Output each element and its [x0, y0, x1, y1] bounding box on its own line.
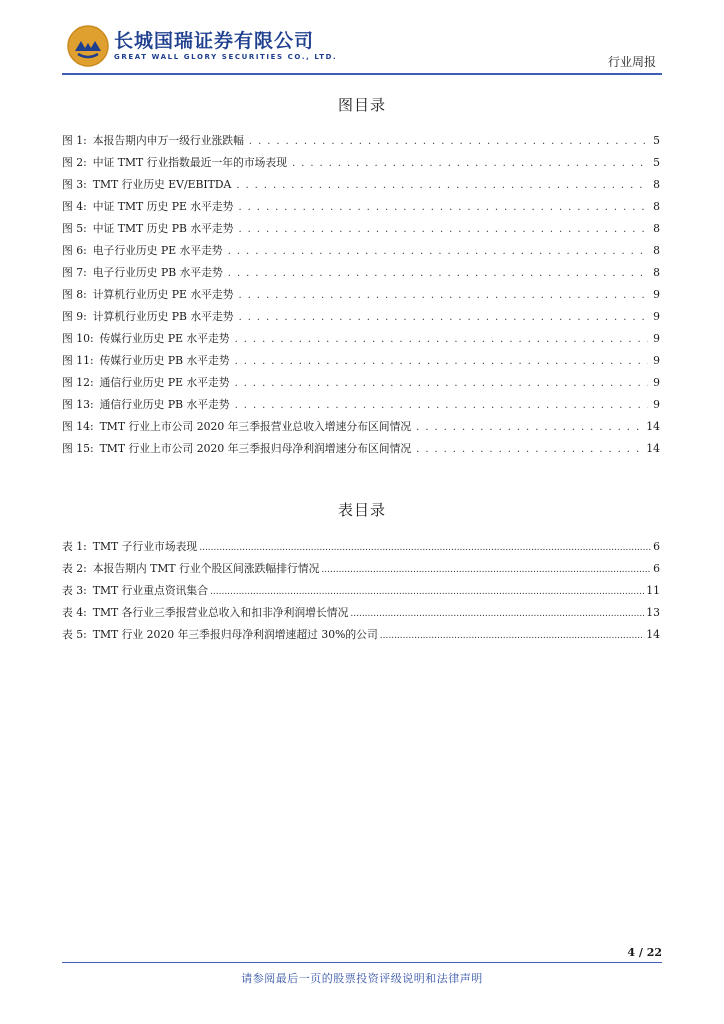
entry-label: 图 4: — [62, 200, 87, 213]
company-name-en: GREAT WALL GLORY SECURITIES CO., LTD. — [114, 53, 338, 61]
dot-leader — [238, 202, 648, 213]
entry-page-number: 11 — [646, 584, 660, 597]
entry-page-number: 13 — [646, 606, 660, 619]
entry-label: 图 2: — [62, 156, 87, 169]
entry-title: TMT 行业重点资讯集合 — [92, 584, 209, 597]
entry-title: 本报告期内申万一级行业涨跌幅 — [92, 134, 244, 147]
entry-title: 中证 TMT 行业指数最近一年的市场表现 — [92, 156, 288, 169]
toc-entry[interactable] — [62, 177, 662, 199]
entry-page-number: 9 — [653, 376, 660, 389]
toc-entry[interactable] — [62, 419, 662, 441]
entry-title: 电子行业历史 PE 水平走势 — [92, 244, 223, 257]
dot-leader — [235, 356, 648, 367]
entry-title: 本报告期内 TMT 行业个股区间涨跌幅排行情况 — [92, 562, 320, 575]
entry-label: 表 3: — [62, 584, 87, 597]
entry-page-number: 8 — [653, 244, 660, 257]
toc-entry[interactable] — [62, 199, 662, 221]
toc-entry[interactable] — [62, 397, 662, 419]
entry-label: 表 5: — [62, 628, 87, 641]
header-divider — [62, 73, 662, 75]
entry-label: 表 1: — [62, 540, 87, 553]
entry-label: 图 13: — [62, 398, 94, 411]
toc-entry[interactable] — [62, 155, 662, 177]
company-logo-icon — [66, 24, 110, 68]
entry-page-number: 5 — [653, 156, 660, 169]
dot-leader — [210, 587, 644, 597]
entry-page-number: 8 — [653, 222, 660, 235]
toc-entry[interactable] — [62, 353, 662, 375]
entry-page-number: 8 — [653, 200, 660, 213]
toc-entry[interactable] — [62, 605, 662, 627]
entry-label: 图 6: — [62, 244, 87, 257]
entry-label: 图 3: — [62, 178, 87, 191]
dot-leader — [235, 400, 648, 411]
dot-leader — [199, 543, 651, 553]
entry-page-number: 6 — [653, 562, 660, 575]
entry-title: 计算机行业历史 PB 水平走势 — [92, 310, 234, 323]
dot-leader — [321, 565, 651, 575]
entry-label: 图 14: — [62, 420, 94, 433]
entry-title: TMT 行业 2020 年三季报归母净利润增速超过 30%的公司 — [92, 628, 378, 641]
dot-leader — [228, 268, 648, 279]
dot-leader — [228, 246, 648, 257]
page-header — [62, 20, 662, 76]
toc-entry[interactable] — [62, 375, 662, 397]
entry-label: 图 11: — [62, 354, 94, 367]
entry-page-number: 6 — [653, 540, 660, 553]
entry-label: 图 5: — [62, 222, 87, 235]
entry-label: 表 4: — [62, 606, 87, 619]
toc-entry[interactable] — [62, 265, 662, 287]
figure-list-title: 图目录 — [337, 96, 386, 114]
toc-entry[interactable] — [62, 133, 662, 155]
entry-title: TMT 行业历史 EV/EBITDA — [92, 178, 232, 191]
entry-label: 图 9: — [62, 310, 87, 323]
toc-entry[interactable] — [62, 331, 662, 353]
dot-leader — [235, 334, 649, 345]
dot-leader — [236, 180, 648, 191]
entry-page-number: 14 — [646, 420, 660, 433]
toc-entry[interactable] — [62, 627, 662, 649]
toc-entry[interactable] — [62, 441, 662, 463]
entry-title: 电子行业历史 PB 水平走势 — [92, 266, 223, 279]
entry-page-number: 14 — [646, 442, 660, 455]
entry-page-number: 9 — [653, 288, 660, 301]
entry-title: 传媒行业历史 PB 水平走势 — [99, 354, 230, 367]
toc-entry[interactable] — [62, 539, 662, 561]
toc-entry[interactable] — [62, 221, 662, 243]
entry-page-number: 9 — [653, 398, 660, 411]
entry-title: TMT 行业上市公司 2020 年三季报归母净利润增速分布区间情况 — [99, 442, 412, 455]
dot-leader — [416, 422, 641, 433]
entry-title: 通信行业历史 PE 水平走势 — [99, 376, 230, 389]
dot-leader — [235, 378, 649, 389]
entry-page-number: 9 — [653, 310, 660, 323]
entry-label: 图 15: — [62, 442, 94, 455]
dot-leader — [239, 224, 649, 235]
disclaimer-note: 请参阅最后一页的股票投资评级说明和法律声明 — [241, 972, 483, 985]
toc-entry[interactable] — [62, 583, 662, 605]
entry-title: TMT 行业上市公司 2020 年三季报营业总收入增速分布区间情况 — [99, 420, 412, 433]
table-list — [62, 539, 662, 649]
dot-leader — [292, 158, 648, 169]
entry-title: 中证 TMT 历史 PE 水平走势 — [92, 200, 234, 213]
entry-page-number: 8 — [653, 266, 660, 279]
toc-entry[interactable] — [62, 561, 662, 583]
dot-leader — [380, 631, 644, 641]
dot-leader — [239, 290, 649, 301]
entry-label: 图 8: — [62, 288, 87, 301]
entry-page-number: 14 — [646, 628, 660, 641]
entry-label: 图 7: — [62, 266, 87, 279]
page-number: 4 / 22 — [627, 946, 662, 959]
dot-leader — [249, 136, 648, 147]
report-type: 行业周报 — [607, 55, 656, 69]
dot-leader — [350, 609, 644, 619]
dot-leader — [239, 312, 649, 323]
entry-page-number: 9 — [653, 354, 660, 367]
entry-page-number: 5 — [653, 134, 660, 147]
footer-divider — [62, 962, 662, 963]
toc-entry[interactable] — [62, 287, 662, 309]
entry-label: 图 1: — [62, 134, 87, 147]
toc-entry[interactable] — [62, 243, 662, 265]
entry-title: 中证 TMT 历史 PB 水平走势 — [92, 222, 234, 235]
figure-list — [62, 133, 662, 463]
entry-page-number: 9 — [653, 332, 660, 345]
entry-title: TMT 子行业市场表现 — [92, 540, 198, 553]
entry-title: 通信行业历史 PB 水平走势 — [99, 398, 230, 411]
entry-title: TMT 各行业三季报营业总收入和扣非净利润增长情况 — [92, 606, 349, 619]
company-name-cn: 长城国瑞证券有限公司 — [114, 30, 315, 52]
table-list-title: 表目录 — [337, 501, 386, 519]
toc-entry[interactable] — [62, 309, 662, 331]
entry-title: 计算机行业历史 PE 水平走势 — [92, 288, 234, 301]
entry-title: 传媒行业历史 PE 水平走势 — [99, 332, 230, 345]
entry-label: 图 12: — [62, 376, 94, 389]
dot-leader — [416, 444, 641, 455]
entry-label: 表 2: — [62, 562, 87, 575]
entry-page-number: 8 — [653, 178, 660, 191]
entry-label: 图 10: — [62, 332, 94, 345]
